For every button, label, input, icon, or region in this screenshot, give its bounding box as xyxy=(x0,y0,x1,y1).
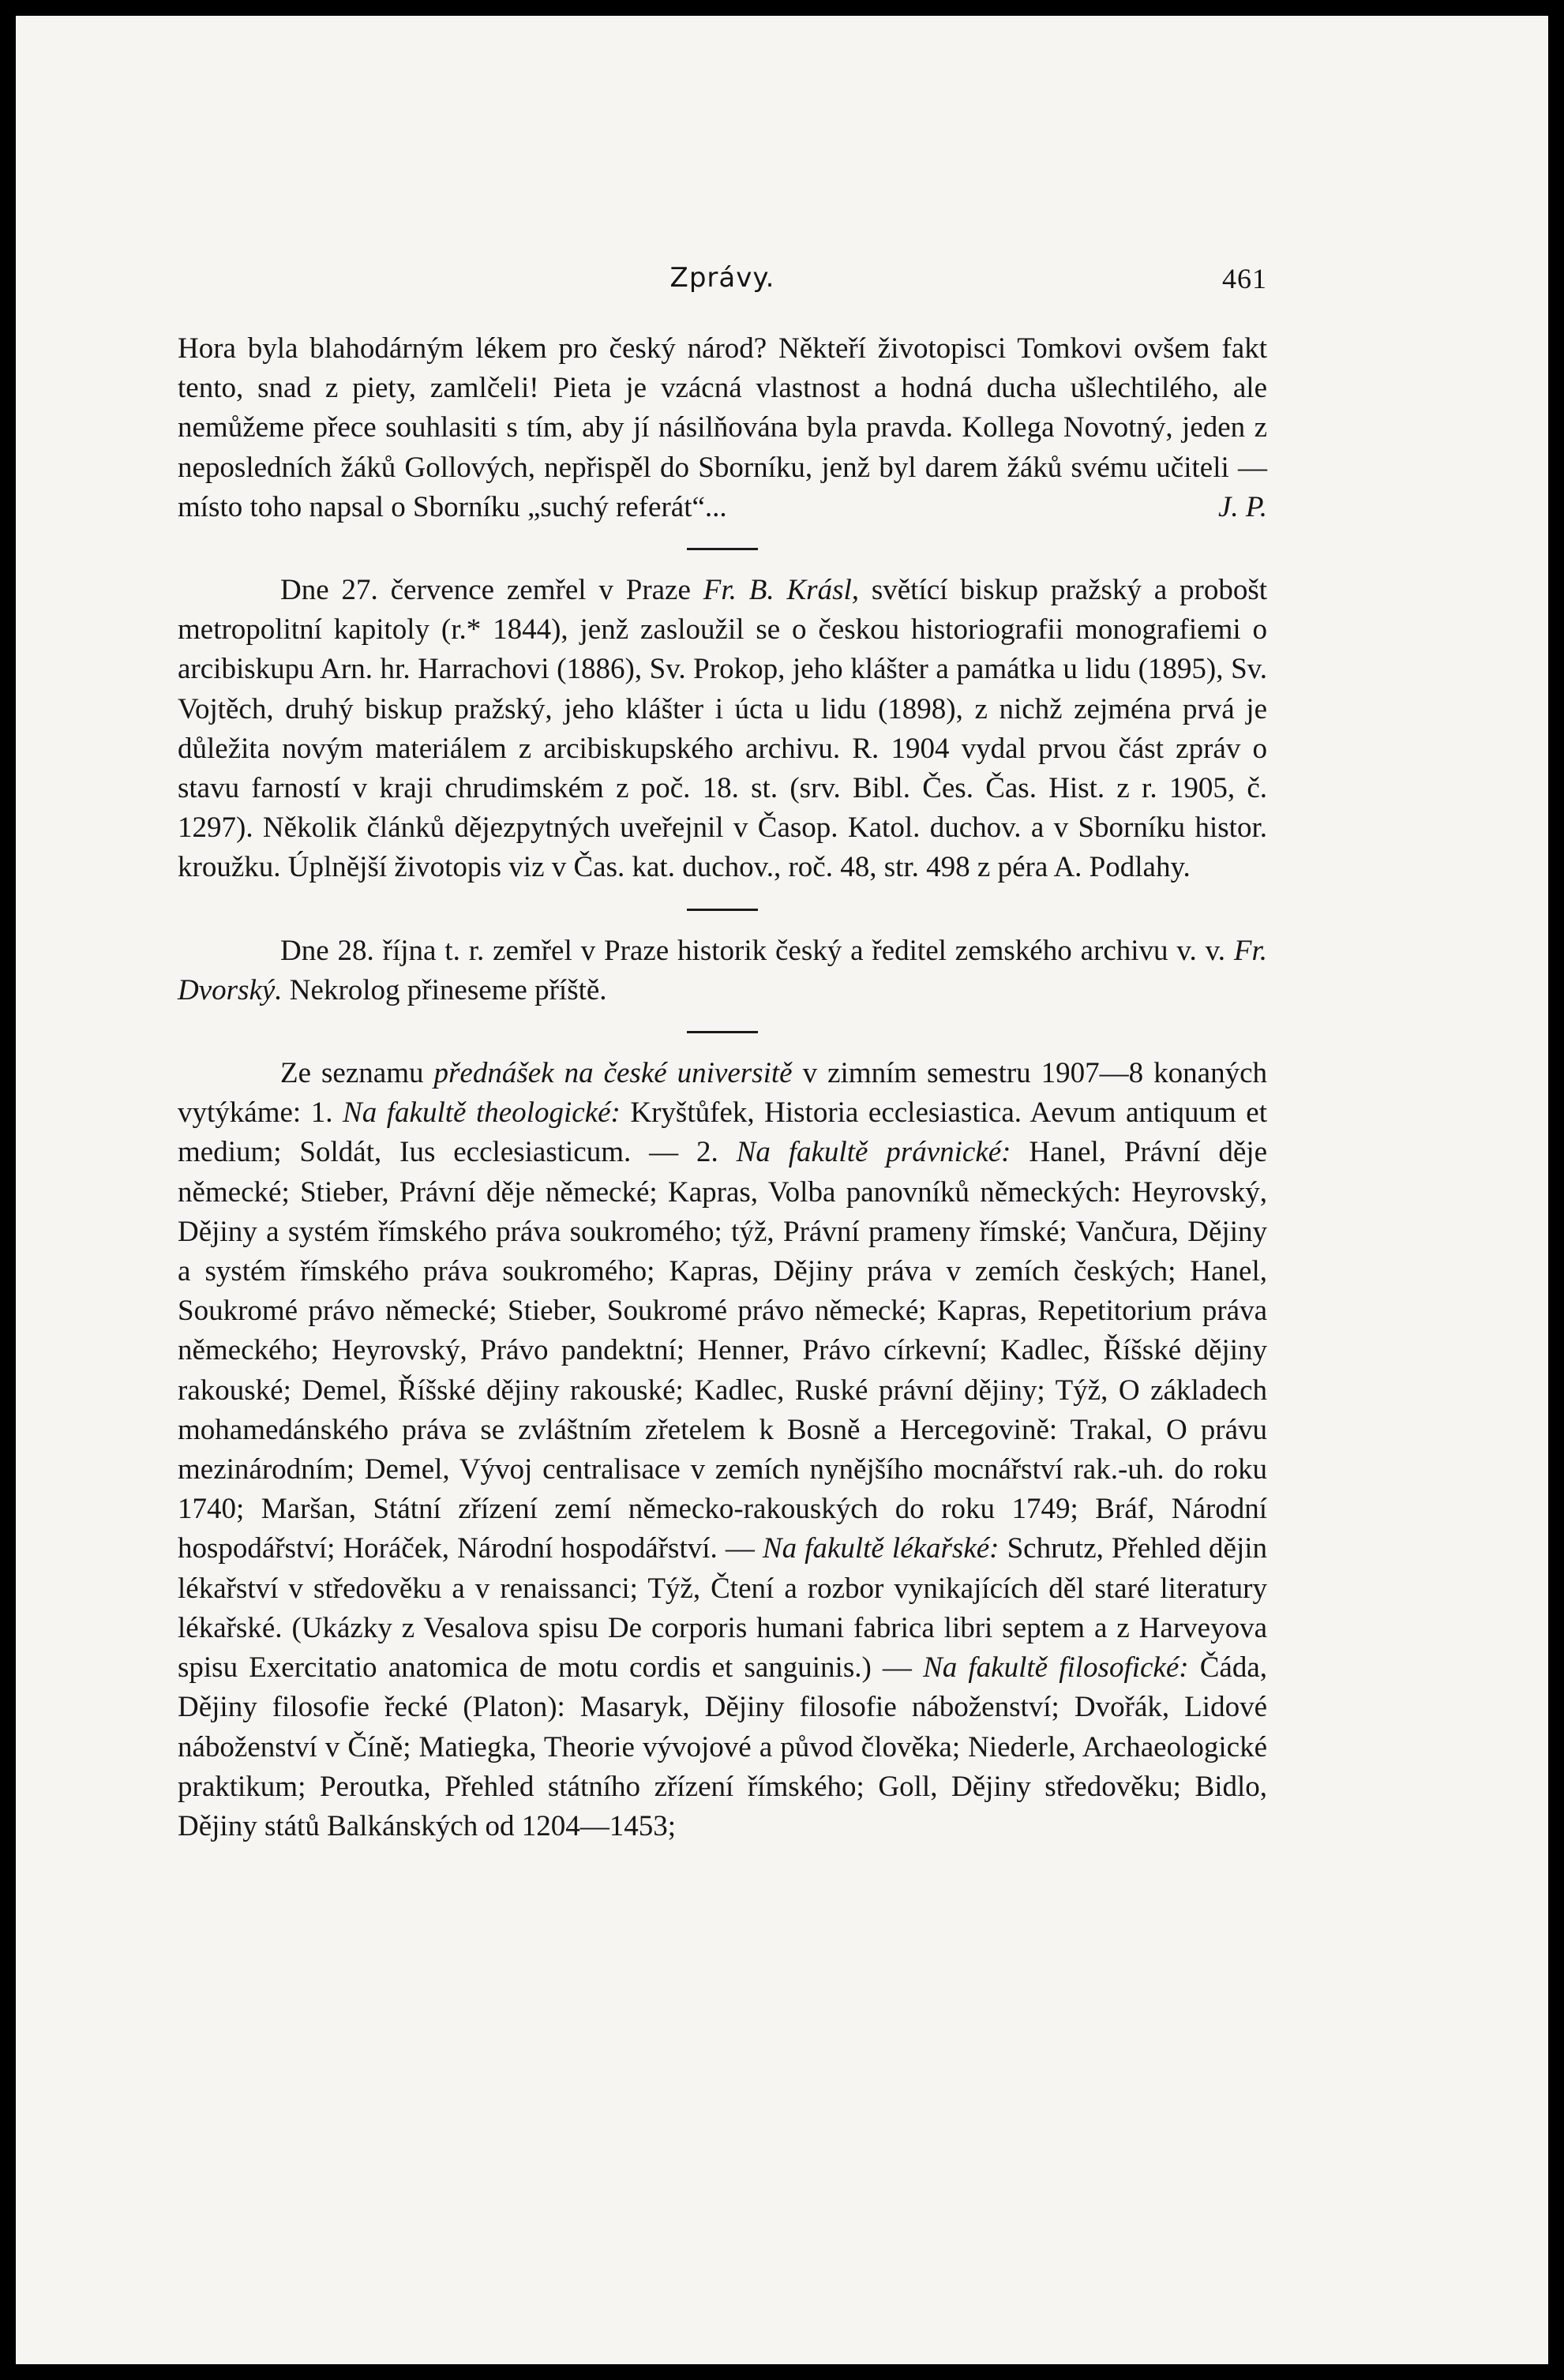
faculty-heading: Na fakultě theologické: xyxy=(343,1096,621,1130)
body-text xyxy=(178,329,1267,1846)
italic-phrase: přednášek na české universitě xyxy=(433,1057,793,1090)
section-divider xyxy=(687,909,758,911)
paragraph-continuation xyxy=(178,329,1267,527)
section-divider xyxy=(687,1031,758,1033)
paragraph-lectures: Ze seznamu přednášek na české universitě v zimním semestru 1907—8 konaných vytýkáme: 1. Na fakultě theologické: Kryštůfek, Historia ecclesiastica. Aevum antiquum et medium; Soldát, Ius ecclesiasticum. — 2. Na fakultě právnické: Hanel, Právní děje německé; Stieber, Právní děje německé; Kapras, Volba panovníků německých: Heyrovský, Dějiny a systém římského práva soukromého; týž, Právní prameny římské; Vančura, Dějiny a systém římského práva soukromého; Kapras, Dějiny práva v zemích českých; Hanel, Soukromé právo německé; Stieber, Soukromé právo německé; Kapras, Repetitorium práva německého; Heyrovský, Právo pandektní; Henner, Právo církevní; Kadlec, Říšské dějiny rakouské; Demel, Říšské dějiny rakouské; Kadlec, Ruské právní dějiny; Týž, O základech mohamedánského práva se zvláštním zřetelem k Bosně a Hercegovině: Trakal, O právu mezinárodním; Demel, Vývoj centralisace v zemích nynějšího mocnářství rak.-uh. do roku 1740; Maršan, Státní zřízení zemí německo-rakouských do roku 1749; Bráf, Národní hospodářství; Horáček, Národní hospodářství. — Na fakultě lékařské: Schrutz, Přehled dějin lékařství v středověku a v renaissanci; Týž, Čtení a rozbor vynikajících děl staré literatury lékařské. (Ukázky z Vesalova spisu De corporis humani fabrica libri septem a z Harveyova spisu Exercitatio anatomica de motu cordis et sanguinis.) — Na fakultě filosofické: Čáda, Dějiny filosofie řecké (Platon): Masaryk, Dějiny filosofie náboženství; Dvořák, Lidové náboženství v Číně; Matiegka, Theorie vývojové a původ člověka; Niederle, Archaeologické praktikum; Peroutka, Přehled státního zřízení římského; Goll, Dějiny středověku; Bidlo, Dějiny států Balkánských od 1204—1453; xyxy=(178,1057,1268,1842)
section-divider xyxy=(687,548,758,550)
page xyxy=(16,16,1548,2364)
person-name: Fr. B. Krásl, xyxy=(703,574,859,607)
paragraph-obituary-krasl: Dne 27. července zemřel v Praze Fr. B. Krásl, světící biskup pražský a probošt metropolitní kapitoly (r.* 1844), jenž zasloužil se o českou historiografii monografiemi o arcibiskupu Arn. hr. Harrachovi (1886), Sv. Prokop, jeho klášter a památka u lidu (1895), Sv. Vojtěch, druhý biskup pražský, jeho klášter i úcta u lidu (1898), z nichž zejména prvá je důležita novým materiálem z arcibiskupského archivu. R. 1904 vydal prvou část zpráv o stavu farností v kraji chrudimském z poč. 18. st. (srv. Bibl. Čes. Čas. Hist. z r. 1905, č. 1297). Několik článků dějezpytných uveřejnil v Časop. Katol. duchov. a v Sborníku histor. kroužku. Úplnější životopis viz v Čas. kat. duchov., roč. 48, str. 498 z péra A. Podlahy. xyxy=(178,574,1268,884)
page-header xyxy=(178,262,1267,302)
page-number: 461 xyxy=(1222,263,1267,294)
person-name: Fr. Dvorský. xyxy=(178,934,1267,1006)
faculty-heading: Na fakultě filosofické: xyxy=(923,1651,1189,1685)
running-title: Zprávy. xyxy=(669,262,775,294)
faculty-heading: Na fakultě právnické: xyxy=(736,1136,1011,1169)
faculty-heading: Na fakultě lékařské: xyxy=(762,1532,1000,1565)
signature: J. P. xyxy=(1217,490,1267,523)
paragraph-obituary-dvorsky: Dne 28. října t. r. zemřel v Praze historik český a ředitel zemského archivu v. v. Fr. Dvorský. Nekrolog přineseme příště. xyxy=(178,934,1267,1006)
paragraph-text: Hora byla blahodárným lékem pro český národ? Někteří životopisci Tomkovi ovšem fakt tento, snad z piety, zamlčeli! Pieta je vzácná vlastnost a hodná ducha ušlechtilého, ale nemůžeme přece souhlasiti s tím, aby jí násilňována byla pravda. Kollega Novotný, jeden z neposledních žáků Gollových, nepřispěl do Sborníku, jenž byl darem žáků svému učiteli — místo toho napsal o Sborníku „suchý referát“... xyxy=(178,332,1267,523)
